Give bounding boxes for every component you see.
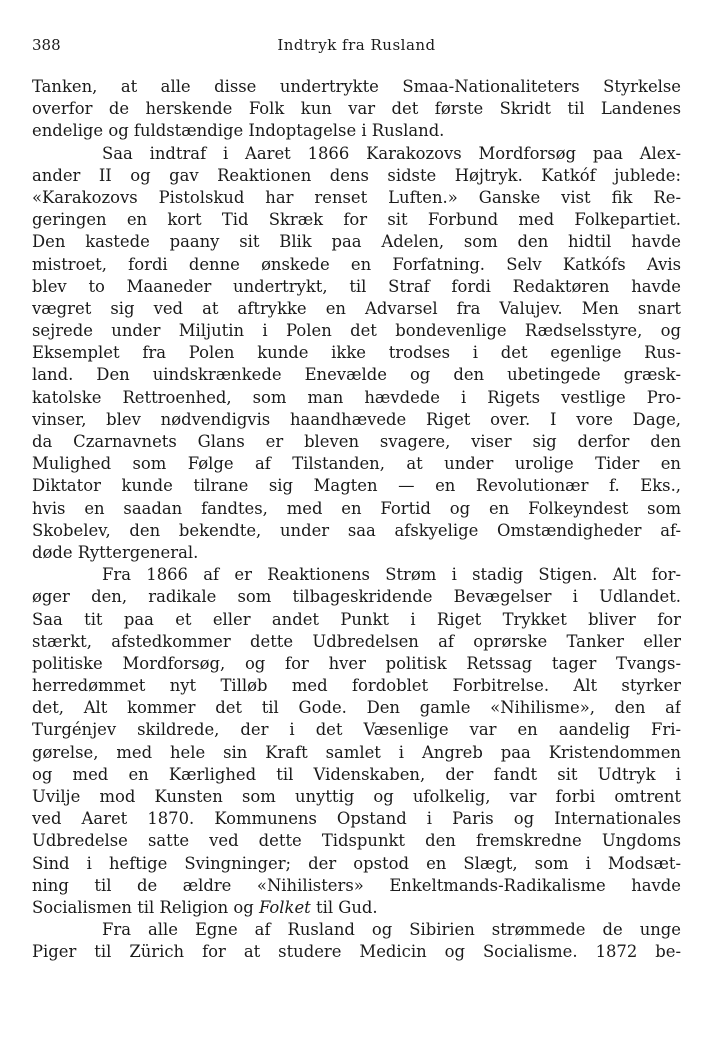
text-line: katolske Rettroenhed, som man hævdede i Rigets vestlige Pro-: [32, 387, 681, 407]
emphasized-word: Folket: [258, 897, 311, 917]
text-line: politiske Mordforsøg, og for hver politisk Retssag tager Tvangs-: [32, 653, 681, 673]
text-line: land. Den uindskrænkede Enevælde og den ubetingede græsk-: [32, 365, 681, 385]
text-line: Skobelev, den bekendte, under saa afskyelige Omstændigheder af-: [32, 520, 681, 540]
body-text: [32, 76, 681, 964]
text-line: herredømmet nyt Tilløb med fordoblet Forbitrelse. Alt styrker: [32, 676, 681, 696]
text-line: Diktator kunde tilrane sig Magten — en Revolutionær f. Eks.,: [32, 476, 681, 496]
text-line: Saa tit paa et eller andet Punkt i Riget Trykket bliver for: [32, 609, 681, 629]
text-line: og med en Kærlighed til Videnskaben, der fandt sit Udtryk i: [32, 764, 681, 784]
text-line: sejrede under Miljutin i Polen det bondevenlige Rædselsstyre, og: [32, 321, 681, 341]
text-line: Den kastede paany sit Blik paa Adelen, som den hidtil havde: [32, 232, 681, 252]
text-line: Piger til Zürich for at studere Medicin og Socialisme. 1872 be-: [32, 942, 681, 962]
text-line: ander II og gav Reaktionen dens sidste Højtryk. Katkóf jublede:: [32, 165, 681, 185]
text-line: [32, 897, 681, 919]
text-line: overfor de herskende Folk kun var det første Skridt til Landenes: [32, 99, 681, 119]
text-line: mistroet, fordi denne ønskede en Forfatning. Selv Katkófs Avis: [32, 254, 681, 274]
running-title: Indtryk fra Rusland: [277, 36, 436, 54]
page-number: 388: [32, 36, 61, 54]
text-line: det, Alt kommer det til Gode. Den gamle «Nihilisme», den af: [32, 698, 681, 718]
page-header: [32, 36, 681, 56]
text-line: da Czarnavnets Glans er bleven svagere, viser sig derfor den: [32, 432, 681, 451]
text-line: Udbredelse satte ved dette Tidspunkt den fremskredne Ungdoms: [32, 831, 681, 851]
text-line: vægret sig ved at aftrykke en Advarsel fra Valujev. Men snart: [32, 298, 681, 318]
text-line: «Karakozovs Pistolskud har renset Luften.» Ganske vist fik Re-: [32, 187, 681, 207]
text-line: hvis en saadan fandtes, med en Fortid og en Folkeyndest som: [32, 498, 681, 518]
text-line: Mulighed som Følge af Tilstanden, at under urolige Tider en: [32, 454, 681, 474]
text-line: ning til de ældre «Nihilisters» Enkeltmands-Radikalisme havde: [32, 875, 681, 895]
text-line: Tanken, at alle disse undertrykte Smaa-Nationaliteters Styrkelse: [32, 77, 681, 96]
text-line: Turgénjev skildrede, der i det Væsenlige var en aandelig Fri-: [32, 720, 681, 740]
text-line: Fra alle Egne af Rusland og Sibirien strømmede de unge: [102, 920, 681, 940]
text-line: Eksemplet fra Polen kunde ikke trodses i det egenlige Rus-: [32, 343, 681, 363]
text-line: Fra 1866 af er Reaktionens Strøm i stadig Stigen. Alt for-: [102, 565, 681, 585]
text-line: geringen en kort Tid Skræk for sit Forbund med Folkepartiet.: [32, 210, 681, 230]
text-line: Uvilje mod Kunsten som unyttig og ufolkelig, var forbi omtrent: [32, 787, 681, 806]
text-line: vinser, blev nødvendigvis haandhævede Riget over. I vore Dage,: [32, 409, 681, 429]
text-line: blev to Maaneder undertrykt, til Straf fordi Redaktøren havde: [32, 276, 681, 296]
text-line: gørelse, med hele sin Kraft samlet i Angreb paa Kristendommen: [32, 742, 681, 762]
text-line: øger den, radikale som tilbageskridende Bevægelser i Udlandet.: [32, 587, 681, 607]
text-line: ved Aaret 1870. Kommunens Opstand i Paris og Internationales: [32, 809, 681, 829]
text-run: Socialismen til Religion og: [32, 897, 254, 917]
text-line: Sind i heftige Svingninger; der opstod en Slægt, som i Modsæt-: [32, 853, 681, 873]
text-line: Saa indtraf i Aaret 1866 Karakozovs Mordforsøg paa Alex-: [102, 143, 681, 163]
text-line: døde Ryttergeneral.: [32, 542, 199, 562]
text-line: endelige og fuldstændige Indoptagelse i Rusland.: [32, 121, 445, 141]
text-run: til Gud.: [315, 897, 378, 917]
text-line: stærkt, afstedkommer dette Udbredelsen af oprørske Tanker eller: [32, 631, 681, 651]
